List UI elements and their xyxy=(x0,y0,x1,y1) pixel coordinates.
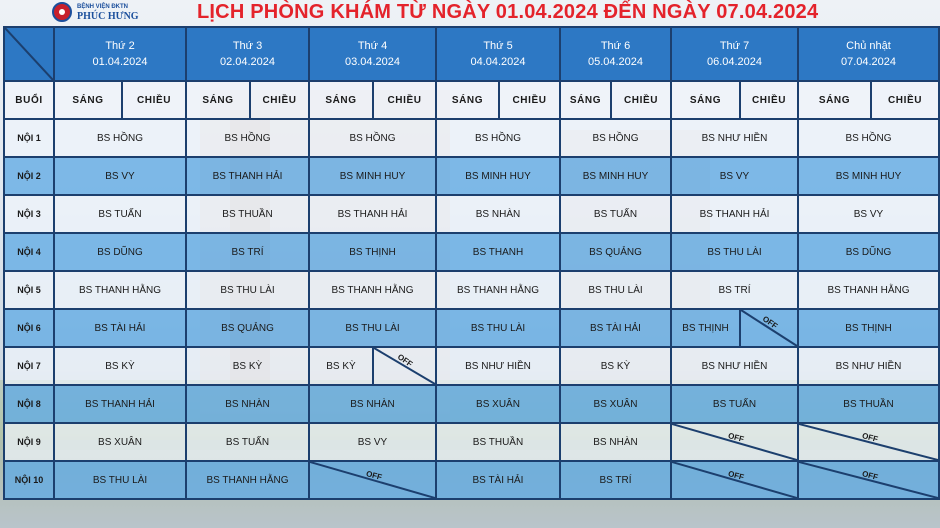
afternoon-header: CHIỀU xyxy=(122,81,186,119)
doctor-name: BS TÀI HẢI xyxy=(94,322,146,334)
header xyxy=(0,0,940,26)
off-label: OFF xyxy=(860,431,879,444)
room-label: NỘI 2 xyxy=(4,157,54,195)
doctor-name: BS NHÀN xyxy=(350,398,395,410)
doctor-name: BS KỲ xyxy=(105,360,135,372)
day-date: 02.04.2024 xyxy=(219,56,276,68)
doctor-cell xyxy=(309,423,436,461)
day-name: Thứ 2 xyxy=(105,40,135,52)
doctor-cell xyxy=(54,119,186,157)
room-row xyxy=(4,309,939,347)
doctor-cell xyxy=(560,423,671,461)
doctor-name: BS NHÀN xyxy=(475,208,521,220)
doctor-name: BS THU LÀI xyxy=(588,284,643,296)
day-header xyxy=(309,27,436,81)
doctor-cell xyxy=(560,119,671,157)
room-row xyxy=(4,461,939,499)
afternoon-header: CHIỀU xyxy=(499,81,560,119)
schedule-table xyxy=(3,26,940,500)
doctor-cell xyxy=(186,195,309,233)
afternoon-header: CHIỀU xyxy=(740,81,798,119)
hospital-logo-icon xyxy=(52,2,72,22)
doctor-cell xyxy=(436,423,560,461)
off-cell xyxy=(740,309,798,347)
morning-header: SÁNG xyxy=(186,81,250,119)
doctor-cell xyxy=(54,347,186,385)
doctor-cell xyxy=(671,347,798,385)
doctor-cell xyxy=(798,157,939,195)
doctor-cell xyxy=(436,271,560,309)
doctor-name: BS MINH HUY xyxy=(835,170,902,182)
doctor-cell xyxy=(186,347,309,385)
doctor-cell xyxy=(186,271,309,309)
day-name: Thứ 7 xyxy=(719,40,750,52)
doctor-name: BS DŨNG xyxy=(845,246,892,258)
doctor-name: BS HỒNG xyxy=(845,132,892,144)
doctor-name: BS TUẤN xyxy=(98,208,142,220)
doctor-name: BS THU LÀI xyxy=(345,322,400,334)
doctor-name: BS QUẢNG xyxy=(589,246,642,258)
doctor-cell xyxy=(671,385,798,423)
doctor-cell xyxy=(560,461,671,499)
room-label: NỘI 7 xyxy=(4,347,54,385)
hospital-name-line2: PHÚC HƯNG xyxy=(77,11,139,22)
corner-cell xyxy=(4,27,54,81)
hospital-logo xyxy=(52,1,139,23)
room-row xyxy=(4,271,939,309)
day-date: 03.04.2024 xyxy=(344,56,401,68)
day-date: 06.04.2024 xyxy=(706,56,763,68)
doctor-cell xyxy=(798,271,939,309)
day-name: Thứ 5 xyxy=(483,40,513,52)
off-cell xyxy=(671,423,798,461)
doctor-name: BS NHÀN xyxy=(593,436,638,448)
doctor-name: BS THANH HẰNG xyxy=(456,284,540,296)
day-header xyxy=(798,27,939,81)
doctor-cell xyxy=(309,233,436,271)
doctor-cell xyxy=(798,195,939,233)
doctor-name: BS KỲ xyxy=(326,360,356,372)
doctor-name: BS THANH HẰNG xyxy=(206,474,289,486)
day-header xyxy=(560,27,671,81)
room-label: NỘI 4 xyxy=(4,233,54,271)
doctor-name: BS HỒNG xyxy=(96,132,144,144)
room-row xyxy=(4,385,939,423)
doctor-name: BS HỒNG xyxy=(224,132,271,144)
doctor-cell xyxy=(436,157,560,195)
doctor-cell xyxy=(309,385,436,423)
doctor-cell xyxy=(436,309,560,347)
doctor-name: BS VY xyxy=(853,208,884,220)
day-name: Thứ 4 xyxy=(357,40,388,52)
room-label: NỘI 3 xyxy=(4,195,54,233)
day-header xyxy=(54,27,186,81)
off-cell xyxy=(309,461,436,499)
doctor-cell xyxy=(54,385,186,423)
doctor-name: BS THUẦN xyxy=(472,436,524,448)
doctor-cell xyxy=(798,347,939,385)
doctor-cell xyxy=(54,461,186,499)
doctor-name: BS MINH HUY xyxy=(582,170,649,182)
day-header xyxy=(671,27,798,81)
room-label: NỘI 9 xyxy=(4,423,54,461)
doctor-cell xyxy=(309,347,373,385)
doctor-cell xyxy=(671,271,798,309)
doctor-cell xyxy=(560,271,671,309)
day-date: 04.04.2024 xyxy=(470,56,526,68)
doctor-name: BS TRÍ xyxy=(718,284,751,296)
doctor-name: BS THỊNH xyxy=(682,322,729,334)
off-cell xyxy=(798,423,939,461)
doctor-name: BS THANH HẰNG xyxy=(827,284,910,296)
doctor-cell xyxy=(436,233,560,271)
day-header xyxy=(436,27,560,81)
room-row xyxy=(4,347,939,385)
doctor-cell xyxy=(186,119,309,157)
doctor-cell xyxy=(798,233,939,271)
doctor-name: BS TRÍ xyxy=(599,474,632,486)
off-cell xyxy=(798,461,939,499)
doctor-name: BS NHƯ HIỀN xyxy=(701,132,768,144)
doctor-name: BS XUÂN xyxy=(476,398,520,410)
doctor-name: BS NHÀN xyxy=(225,398,270,410)
shift-label: BUỔI xyxy=(4,81,54,119)
doctor-name: BS THUẦN xyxy=(222,208,273,220)
doctor-cell xyxy=(54,157,186,195)
doctor-name: BS THANH HẰNG xyxy=(331,284,414,296)
day-name: Thứ 3 xyxy=(232,40,263,52)
doctor-name: BS KỲ xyxy=(600,360,631,372)
doctor-cell xyxy=(560,157,671,195)
doctor-cell xyxy=(309,271,436,309)
doctor-name: BS THANH HẢI xyxy=(699,208,770,220)
doctor-name: BS THANH xyxy=(472,246,524,258)
doctor-cell xyxy=(436,385,560,423)
doctor-name: BS THU LÀI xyxy=(470,322,526,334)
doctor-name: BS VY xyxy=(357,436,388,448)
doctor-cell xyxy=(54,423,186,461)
doctor-name: BS THỊNH xyxy=(349,246,396,258)
doctor-name: BS XUÂN xyxy=(593,398,638,410)
off-label: OFF xyxy=(860,469,879,482)
doctor-name: BS THANH HẢI xyxy=(85,398,155,410)
morning-header: SÁNG xyxy=(436,81,499,119)
afternoon-header: CHIỀU xyxy=(611,81,671,119)
doctor-cell xyxy=(186,461,309,499)
afternoon-header: CHIỀU xyxy=(250,81,309,119)
doctor-name: BS XUÂN xyxy=(98,436,142,448)
doctor-name: BS TUẤN xyxy=(593,208,638,220)
room-label: NỘI 10 xyxy=(4,461,54,499)
doctor-name: BS THỊNH xyxy=(845,322,892,334)
doctor-name: BS NHƯ HIỀN xyxy=(701,360,768,372)
doctor-cell xyxy=(54,195,186,233)
doctor-name: BS TRÍ xyxy=(231,246,264,258)
doctor-cell xyxy=(798,385,939,423)
doctor-name: BS QUẢNG xyxy=(221,322,274,334)
doctor-cell xyxy=(186,385,309,423)
doctor-cell xyxy=(309,157,436,195)
day-date: 01.04.2024 xyxy=(92,56,148,68)
doctor-name: BS KỲ xyxy=(232,360,263,372)
off-label: OFF xyxy=(396,352,415,369)
doctor-name: BS THU LÀI xyxy=(92,474,148,486)
doctor-cell xyxy=(560,195,671,233)
doctor-cell xyxy=(560,385,671,423)
doctor-name: BS THANH HẢI xyxy=(212,170,283,182)
page-title: LỊCH PHÒNG KHÁM TỪ NGÀY 01.04.2024 ĐẾN NGÀY 07.04.2024 xyxy=(197,1,819,23)
doctor-cell xyxy=(671,195,798,233)
off-label: OFF xyxy=(365,469,384,482)
room-row xyxy=(4,157,939,195)
doctor-cell xyxy=(309,119,436,157)
doctor-name: BS HỒNG xyxy=(349,132,396,144)
doctor-name: BS VY xyxy=(719,170,750,182)
doctor-cell xyxy=(309,309,436,347)
doctor-cell xyxy=(186,423,309,461)
room-label: NỘI 8 xyxy=(4,385,54,423)
day-name: Thứ 6 xyxy=(600,40,631,52)
doctor-cell xyxy=(798,309,939,347)
doctor-name: BS TUẤN xyxy=(225,436,270,448)
doctor-cell xyxy=(436,461,560,499)
doctor-name: BS HỒNG xyxy=(474,132,522,144)
room-label: NỘI 1 xyxy=(4,119,54,157)
off-label: OFF xyxy=(727,431,746,444)
room-label: NỘI 6 xyxy=(4,309,54,347)
morning-header: SÁNG xyxy=(54,81,122,119)
afternoon-header: CHIỀU xyxy=(373,81,436,119)
doctor-cell xyxy=(436,119,560,157)
day-date: 07.04.2024 xyxy=(840,56,897,68)
day-header xyxy=(186,27,309,81)
off-cell xyxy=(373,347,436,385)
room-label: NỘI 5 xyxy=(4,271,54,309)
doctor-cell xyxy=(671,309,740,347)
doctor-cell xyxy=(54,233,186,271)
doctor-name: BS THANH HẢI xyxy=(337,208,408,220)
room-row xyxy=(4,119,939,157)
shift-header-row xyxy=(4,81,939,119)
hospital-name-line1: BỆNH VIỆN ĐKTN xyxy=(77,4,129,10)
morning-header: SÁNG xyxy=(671,81,740,119)
doctor-name: BS HỒNG xyxy=(592,132,639,144)
day-header-row xyxy=(4,27,939,81)
doctor-cell xyxy=(436,195,560,233)
doctor-cell xyxy=(560,347,671,385)
doctor-name: BS MINH HUY xyxy=(339,170,406,182)
doctor-cell xyxy=(560,233,671,271)
doctor-name: BS MINH HUY xyxy=(465,170,531,182)
doctor-cell xyxy=(671,157,798,195)
off-label: OFF xyxy=(761,314,780,331)
morning-header: SÁNG xyxy=(309,81,373,119)
day-name: Chủ nhật xyxy=(846,40,891,52)
doctor-cell xyxy=(671,119,798,157)
day-date: 05.04.2024 xyxy=(587,56,644,68)
doctor-cell xyxy=(436,347,560,385)
off-cell xyxy=(671,461,798,499)
doctor-cell xyxy=(186,157,309,195)
doctor-name: BS NHƯ HIỀN xyxy=(465,360,531,372)
doctor-cell xyxy=(54,309,186,347)
doctor-name: BS TUẤN xyxy=(712,398,757,410)
morning-header: SÁNG xyxy=(560,81,611,119)
room-row xyxy=(4,423,939,461)
doctor-cell xyxy=(560,309,671,347)
morning-header: SÁNG xyxy=(798,81,871,119)
corner-diagonal xyxy=(5,28,53,80)
doctor-cell xyxy=(186,309,309,347)
doctor-cell xyxy=(671,233,798,271)
doctor-name: BS THANH HẰNG xyxy=(78,284,162,296)
doctor-cell xyxy=(309,195,436,233)
doctor-name: BS TÀI HẢI xyxy=(472,474,524,486)
doctor-cell xyxy=(186,233,309,271)
afternoon-header: CHIỀU xyxy=(871,81,939,119)
room-row xyxy=(4,233,939,271)
doctor-cell xyxy=(798,119,939,157)
doctor-name: BS NHƯ HIỀN xyxy=(835,360,902,372)
doctor-cell xyxy=(54,271,186,309)
room-row xyxy=(4,195,939,233)
doctor-name: BS VY xyxy=(105,170,135,182)
doctor-name: BS THUẦN xyxy=(843,398,894,410)
off-label: OFF xyxy=(727,469,746,482)
doctor-name: BS THU LÀI xyxy=(220,284,275,296)
doctor-name: BS DŨNG xyxy=(97,246,143,258)
doctor-name: BS THU LÀI xyxy=(707,246,762,258)
doctor-name: BS TÀI HẢI xyxy=(590,322,641,334)
